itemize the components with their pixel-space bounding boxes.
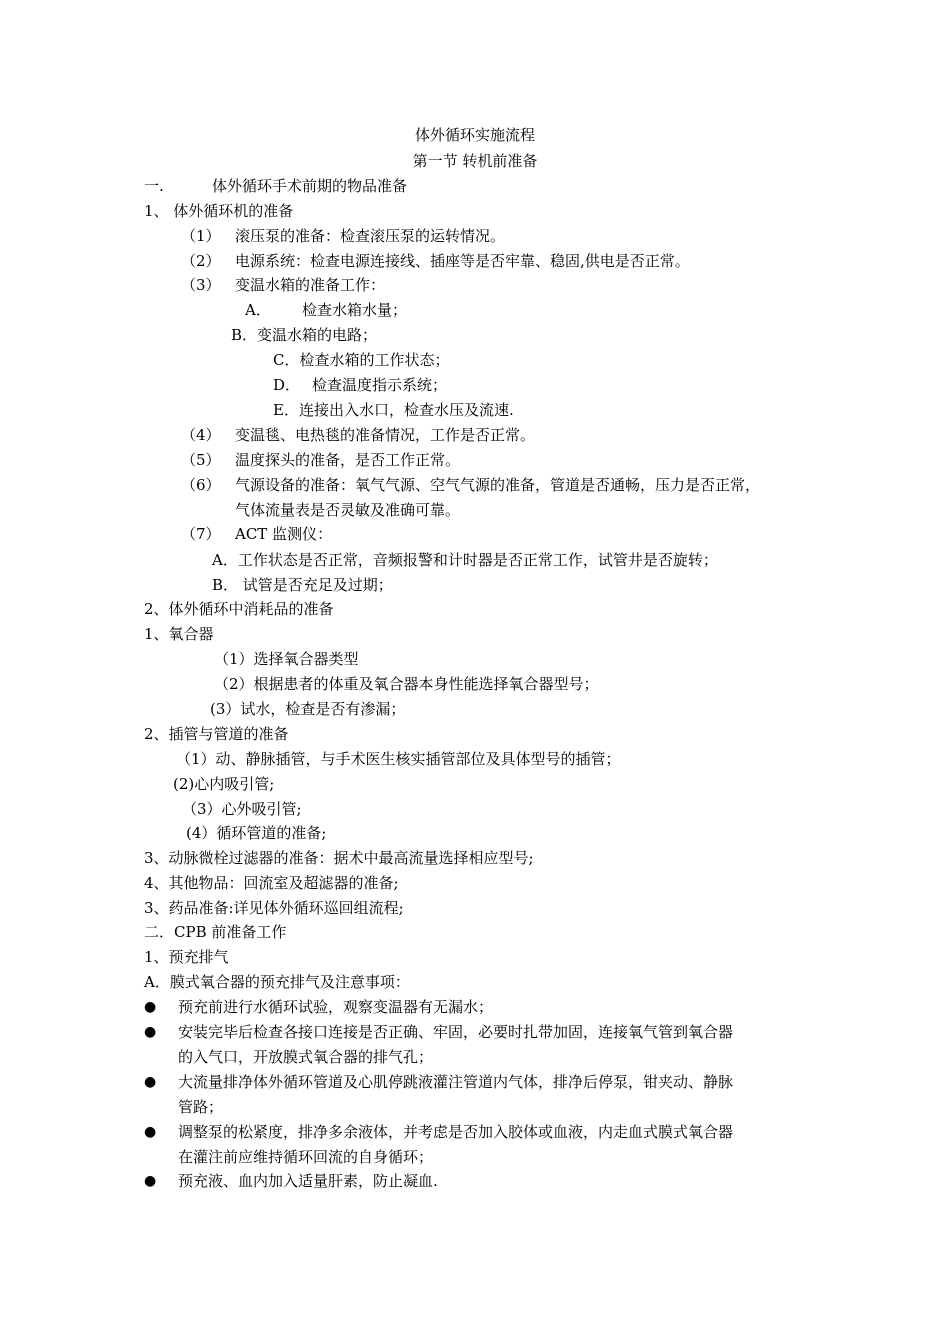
- machine-prep-heading: 1、 体外循环机的准备: [144, 202, 294, 220]
- bullet-2-text: 安装完毕后检查各接口连接是否正确、牢固，必要时扎带加固，连接氧气管到氧合器: [178, 1023, 734, 1041]
- item-2-number: （2）: [181, 252, 221, 270]
- item-3b-text: B．变温水箱的电路；: [231, 326, 378, 344]
- oxygenator-item-3: (3）试水，检查是否有渗漏；: [210, 700, 406, 718]
- bullet-marker: ●: [144, 1074, 157, 1090]
- item-3d-label: D．: [273, 376, 301, 394]
- cannula-item-4: (4）循环管道的准备;: [186, 824, 327, 842]
- section-title: 第一节 转机前准备: [412, 152, 538, 170]
- drugs-line: 3、药品准备:详见体外循环巡回组流程;: [144, 899, 404, 917]
- other-items-line: 4、其他物品：回流室及超滤器的准备;: [144, 874, 399, 892]
- part1-heading-number: 一.: [144, 177, 164, 195]
- item-3d-text: 检查温度指示系统；: [312, 376, 448, 394]
- cannula-item-1: （1）动、静脉插管，与手术医生核实插管部位及具体型号的插管；: [176, 750, 621, 768]
- item-3-text: 变温水箱的准备工作：: [235, 276, 386, 294]
- consumables-heading: 2、体外循环中消耗品的准备: [144, 600, 334, 618]
- item-3a-text: 检查水箱水量；: [302, 301, 408, 319]
- item-3e-text: E．连接出入水口，检查水压及流速.: [273, 401, 514, 419]
- bullet-marker: ●: [144, 1024, 157, 1040]
- bullet-2-continuation: 的入气口，开放膜式氧合器的排气孔；: [178, 1048, 434, 1066]
- cannula-heading: 2、插管与管道的准备: [144, 725, 289, 743]
- part2-heading: 二．CPB 前准备工作: [144, 923, 287, 941]
- item-4-text: 变温毯、电热毯的准备情况，工作是否正常。: [235, 426, 536, 444]
- bullet-3-text: 大流量排净体外循环管道及心肌停跳液灌注管道内气体，排净后停泵，钳夹动、静脉: [178, 1073, 734, 1091]
- cannula-item-2: (2)心内吸引管;: [173, 775, 275, 793]
- bullet-4-text: 调整泵的松紧度，排净多余液体，并考虑是否加入胶体或血液，内走血式膜式氧合器: [178, 1123, 734, 1141]
- item-3c-text: C．检查水箱的工作状态；: [273, 351, 450, 369]
- bullet-marker: ●: [144, 1124, 157, 1140]
- item-7a-text: A．工作状态是否正常，音频报警和计时器是否正常工作，试管井是否旋转；: [212, 551, 718, 569]
- filter-line: 3、动脉微栓过滤器的准备：据术中最高流量选择相应型号;: [144, 849, 534, 867]
- cannula-item-3: （3）心外吸引管;: [182, 800, 302, 818]
- bullet-4-continuation: 在灌注前应维持循环回流的自身循环；: [178, 1148, 434, 1166]
- item-1-number: （1）: [181, 227, 221, 245]
- item-6-text: 气源设备的准备：氧气气源、空气气源的准备，管道是否通畅，压力是否正常，: [235, 476, 761, 494]
- item-4-number: （4）: [181, 426, 221, 444]
- item-7b-text: B． 试管是否充足及过期；: [212, 576, 393, 594]
- priming-heading: 1、预充排气: [144, 948, 229, 966]
- item-5-number: （5）: [181, 451, 221, 469]
- item-6-number: （6）: [181, 476, 221, 494]
- oxygenator-item-2: （2）根据患者的体重及氧合器本身性能选择氧合器型号；: [214, 675, 599, 693]
- oxygenator-heading: 1、氧合器: [144, 625, 214, 643]
- item-7-text: ACT 监测仪：: [235, 525, 333, 543]
- item-6-continuation: 气体流量表是否灵敏及准确可靠。: [235, 501, 461, 519]
- bullet-5-text: 预充液、血内加入适量肝素，防止凝血.: [178, 1172, 438, 1190]
- item-3a-label: A．: [245, 301, 271, 319]
- item-3-number: （3）: [181, 276, 221, 294]
- bullet-marker: ●: [144, 1173, 157, 1189]
- item-5-text: 温度探头的准备，是否工作正常。: [235, 451, 461, 469]
- oxygenator-item-1: （1）选择氧合器类型: [214, 650, 359, 668]
- bullet-marker: ●: [144, 999, 157, 1015]
- bullet-3-continuation: 管路；: [178, 1098, 224, 1116]
- bullet-1-text: 预充前进行水循环试验，观察变温器有无漏水；: [178, 998, 494, 1016]
- item-2-text: 电源系统：检查电源连接线、插座等是否牢靠、稳固,供电是否正常。: [235, 252, 690, 270]
- membrane-priming-heading: A．膜式氧合器的预充排气及注意事项：: [144, 973, 410, 991]
- item-7-number: （7）: [181, 525, 221, 543]
- part1-heading-text: 体外循环手术前期的物品准备: [212, 177, 408, 195]
- document-title: 体外循环实施流程: [414, 126, 535, 144]
- item-1-text: 滚压泵的准备：检查滚压泵的运转情况。: [235, 227, 506, 245]
